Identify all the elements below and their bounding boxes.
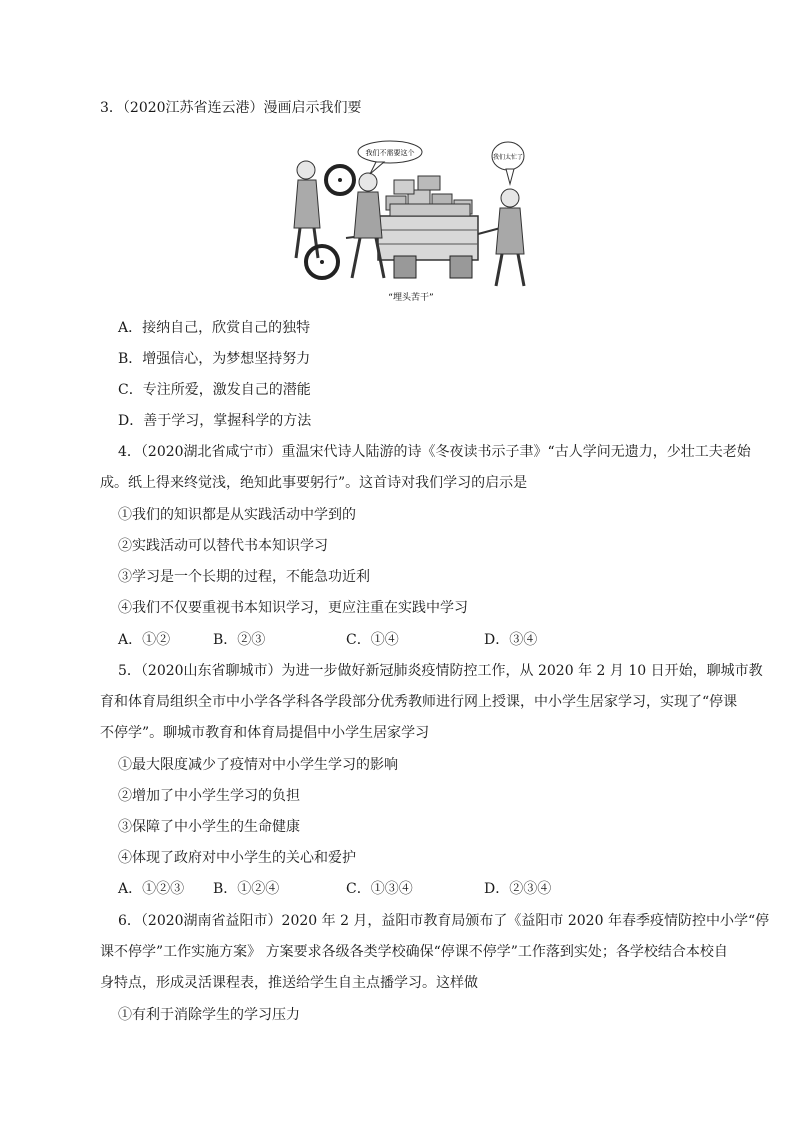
q6-stem-line3: 身特点，形成灵活课程表，推送给学生自主点播学习。这样做 (100, 975, 478, 991)
q3-stem: 3．（2020江苏省连云港）漫画启示我们要 (100, 100, 362, 116)
q4-item-3: ③学习是一个长期的过程，不能急功近利 (118, 569, 370, 585)
q6-stem-line1: 6．（2020湖南省益阳市）2020 年 2 月，益阳市教育局颁布了《益阳市 2020 年春季疫情防控中小学“停 (118, 913, 770, 929)
q3-option-c: C．专注所爱，激发自己的潜能 (118, 382, 311, 398)
q5-stem-line1: 5．（2020山东省聊城市）为进一步做好新冠肺炎疫情防控工作，从 2020 年 2 月 10 日开始，聊城市教 (118, 663, 763, 679)
q6-stem-line2: 课不停学”工作实施方案》 方案要求各级各类学校确保“停课不停学”工作落到实处；各学校结合本校自 (100, 944, 728, 960)
q5-choice-a: A．①②③ (118, 881, 185, 897)
q4-choice-b: B．②③ (213, 632, 266, 648)
speech-bubble-left (358, 141, 422, 174)
comic-caption: “埋头苦干” (388, 293, 434, 303)
q4-choice-a: A．①② (118, 632, 171, 648)
caveman-left (294, 161, 354, 278)
speech-bubble-right (492, 142, 524, 184)
q4-item-4: ④我们不仅要重视书本知识学习，更应注重在实践中学习 (118, 600, 468, 616)
q4-item-1: ①我们的知识都是从实践活动中学到的 (118, 507, 356, 523)
q5-choice-c: C．①③④ (346, 881, 413, 897)
q4-stem-line2: 成。纸上得来终觉浅，绝知此事要躬行”。这首诗对我们学习的启示是 (100, 475, 528, 491)
q5-stem-line3: 不停学”。聊城市教育和体育局提倡中小学生居家学习 (100, 725, 430, 741)
q3-option-b: B．增强信心，为梦想坚持努力 (118, 351, 311, 367)
q5-item-2: ②增加了中小学生学习的负担 (118, 788, 300, 804)
q5-choice-d: D．②③④ (484, 881, 552, 897)
comic-illustration (286, 138, 536, 304)
q4-choice-c: C．①④ (346, 632, 399, 648)
caveman-middle (352, 173, 384, 278)
caveman-right (496, 189, 524, 286)
bubble-right-text: 我们太忙了 (492, 154, 524, 161)
q4-item-2: ②实践活动可以替代书本知识学习 (118, 538, 328, 554)
q5-stem-line2: 育和体育局组织全市中小学各学科各学段部分优秀教师进行网上授课，中小学生居家学习，实现了“停课 (100, 694, 738, 710)
q3-option-d: D．善于学习，掌握科学的方法 (118, 413, 312, 429)
q5-choice-b: B．①②④ (213, 881, 280, 897)
q4-choice-d: D．③④ (484, 632, 538, 648)
q5-item-1: ①最大限度减少了疫情对中小学生学习的影响 (118, 757, 398, 773)
bubble-left-text: 我们不需要这个 (365, 149, 415, 157)
q5-item-3: ③保障了中小学生的生命健康 (118, 819, 300, 835)
q5-item-4: ④体现了政府对中小学生的关心和爱护 (118, 850, 356, 866)
q6-item-1: ①有利于消除学生的学习压力 (118, 1007, 300, 1023)
q4-stem-line1: 4．（2020湖北省咸宁市）重温宋代诗人陆游的诗《冬夜读书示子聿》“古人学问无遗力，少壮工夫老始 (118, 444, 751, 460)
q3-option-a: A．接纳自己，欣赏自己的独特 (118, 320, 311, 336)
